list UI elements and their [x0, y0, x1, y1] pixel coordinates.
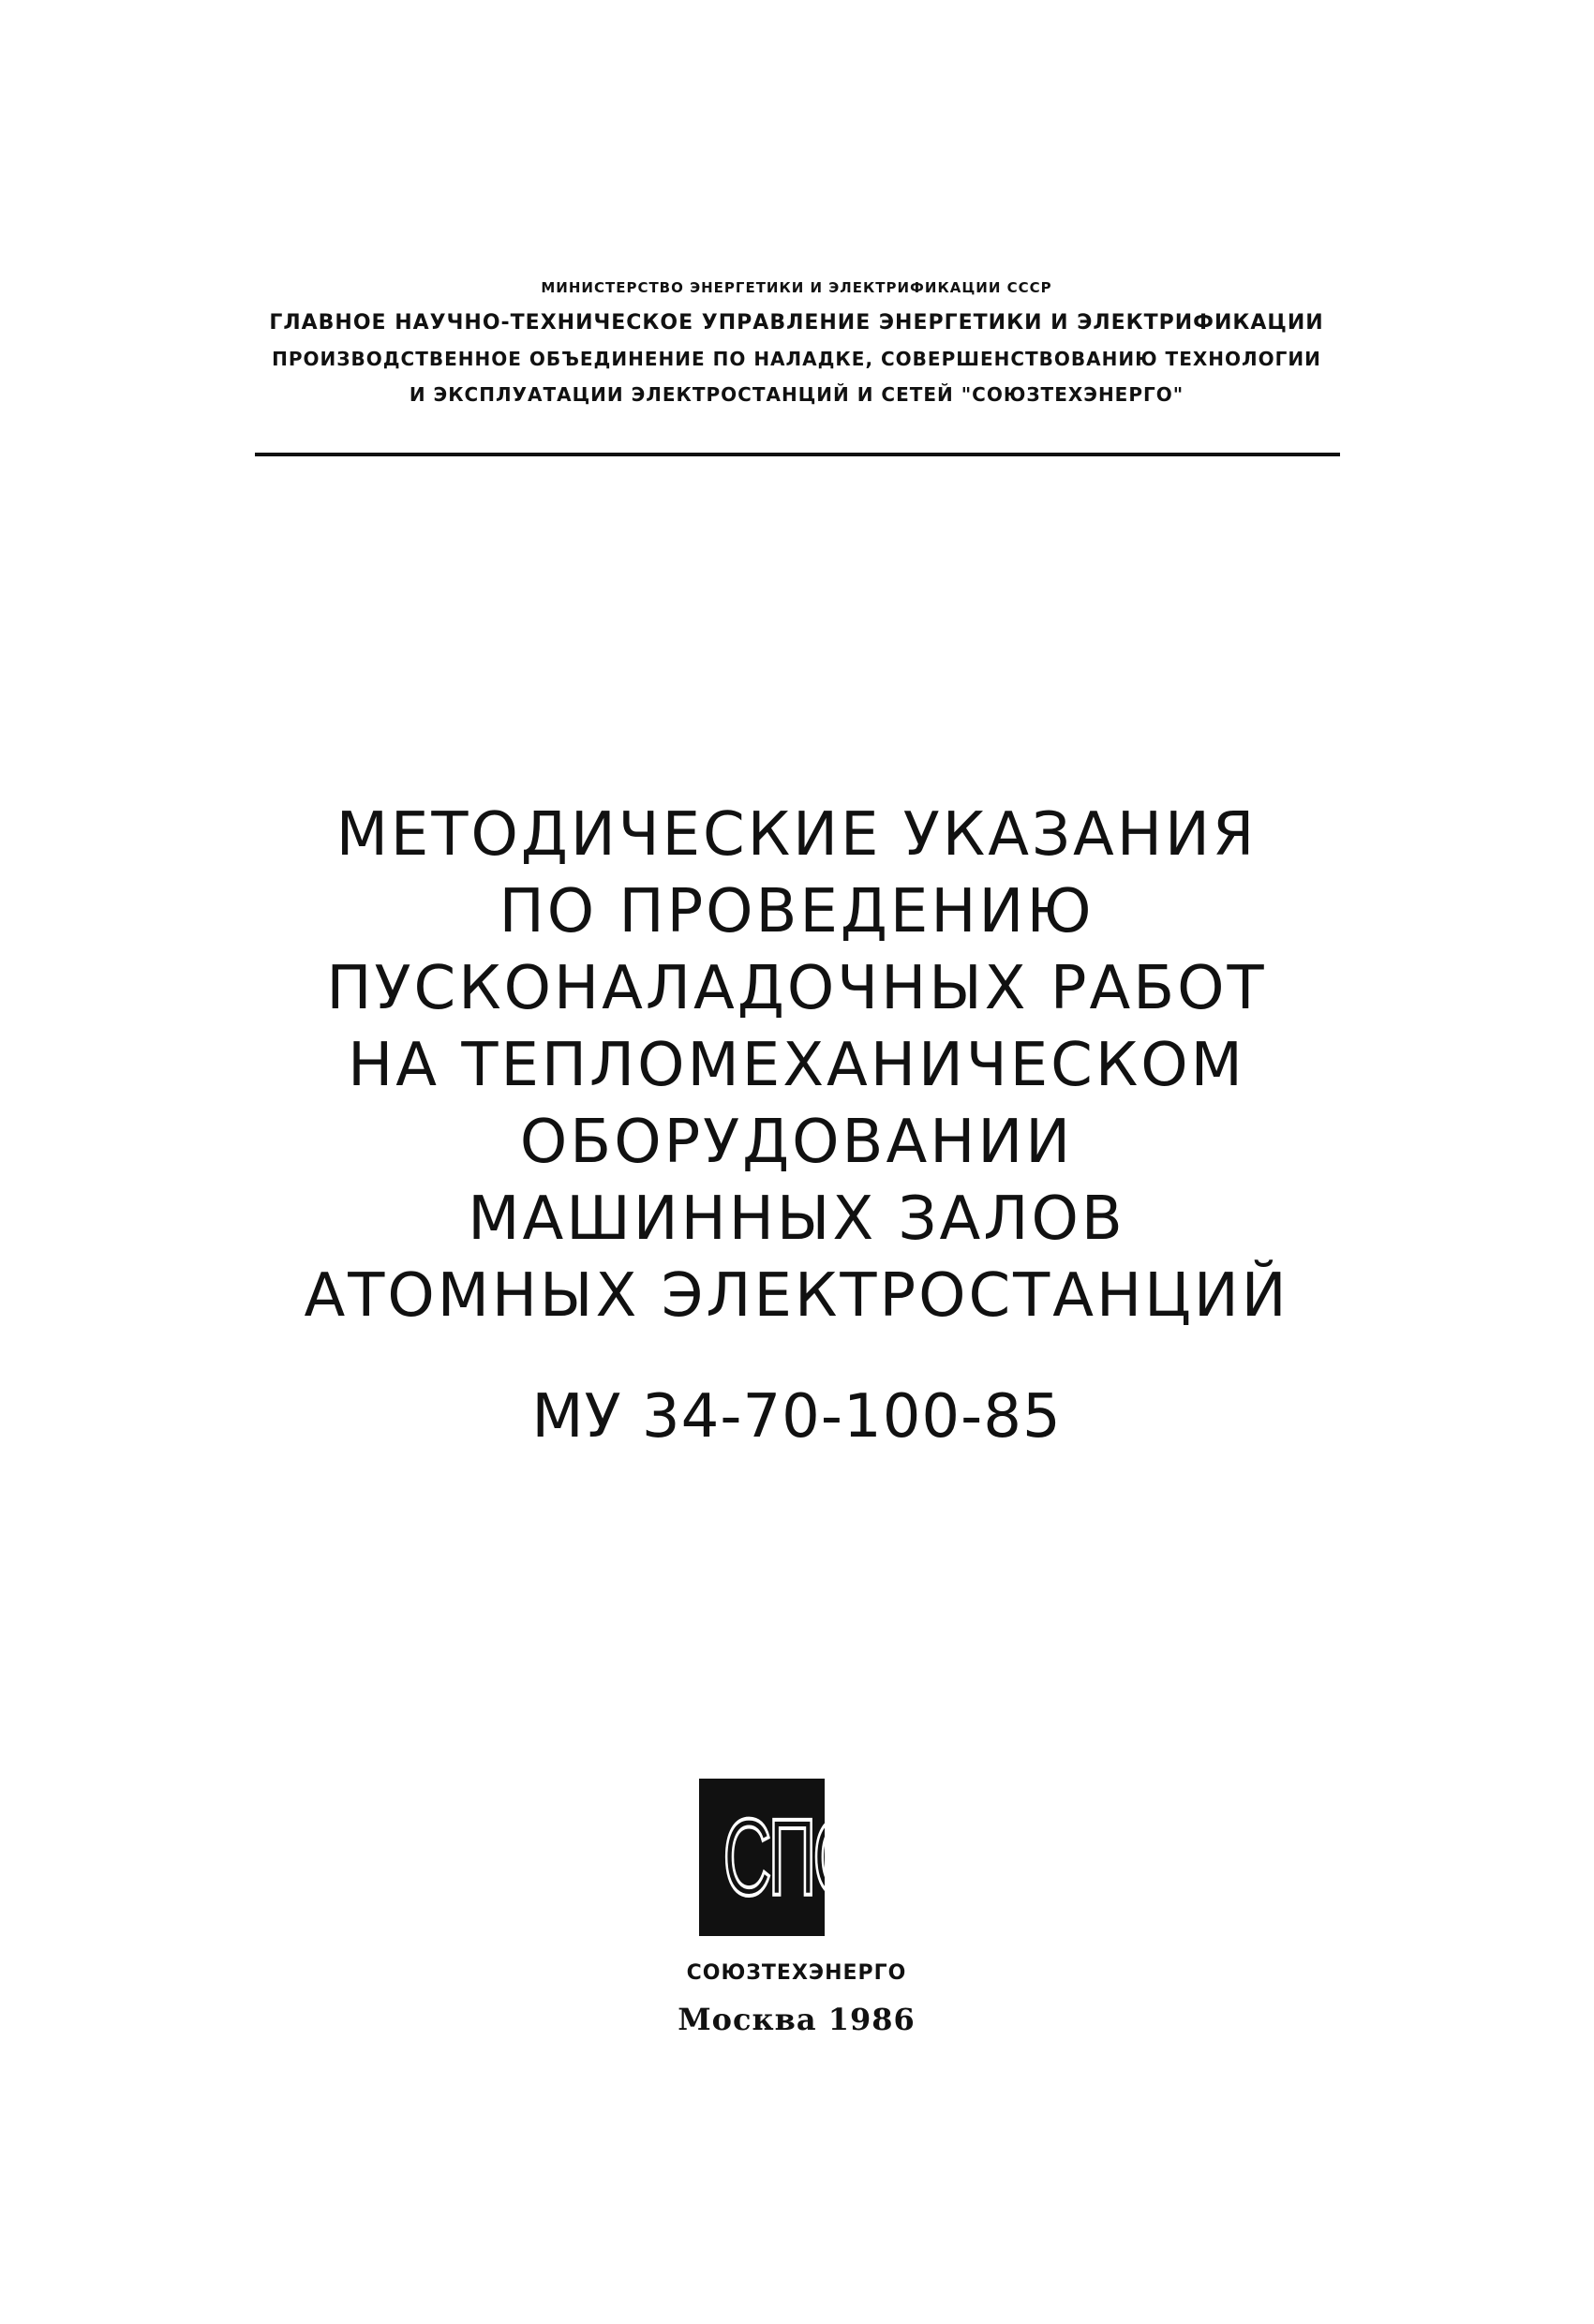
header-divider	[255, 453, 1340, 456]
publisher-name: СОЮЗТЕХЭНЕРГО	[686, 1961, 907, 1985]
document-code: МУ 34-70-100-85	[531, 1382, 1062, 1452]
title-line-1: МЕТОДИЧЕСКИЕ УКАЗАНИЯ	[335, 800, 1258, 870]
title-line-5: ОБОРУДОВАНИИ	[519, 1108, 1074, 1177]
header-line-directorate: ГЛАВНОЕ НАУЧНО-ТЕХНИЧЕСКОЕ УПРАВЛЕНИЕ ЭНЕРГЕТИКИ И ЭЛЕКТРИФИКАЦИИ	[269, 311, 1324, 335]
header-line-association-cont: И ЭКСПЛУАТАЦИИ ЭЛЕКТРОСТАНЦИЙ И СЕТЕЙ "СОЮЗТЕХЭНЕРГО"	[409, 383, 1184, 406]
header-line-association: ПРОИЗВОДСТВЕННОЕ ОБЪЕДИНЕНИЕ ПО НАЛАДКЕ, СОВЕРШЕНСТВОВАНИЮ ТЕХНОЛОГИИ	[272, 348, 1321, 370]
header-line-ministry: МИНИСТЕРСТВО ЭНЕРГЕТИКИ И ЭЛЕКТРИФИКАЦИИ СССР	[541, 279, 1052, 296]
title-line-3: ПУСКОНАЛАДОЧНЫХ РАБОТ	[326, 954, 1267, 1023]
organization-header	[253, 270, 1340, 412]
logo-letters: СПО	[723, 1796, 862, 1918]
document-title	[216, 797, 1378, 1334]
title-line-4: НА ТЕПЛОМЕХАНИЧЕСКОМ	[348, 1031, 1245, 1100]
place-and-year: Москва 1986	[678, 2002, 916, 2037]
title-line-6: МАШИННЫХ ЗАЛОВ	[468, 1184, 1125, 1254]
title-line-2: ПО ПРОВЕДЕНИЮ	[499, 877, 1095, 946]
spo-logo-icon	[699, 1779, 862, 1936]
title-line-7: АТОМНЫХ ЭЛЕКТРОСТАНЦИЙ	[304, 1261, 1289, 1331]
